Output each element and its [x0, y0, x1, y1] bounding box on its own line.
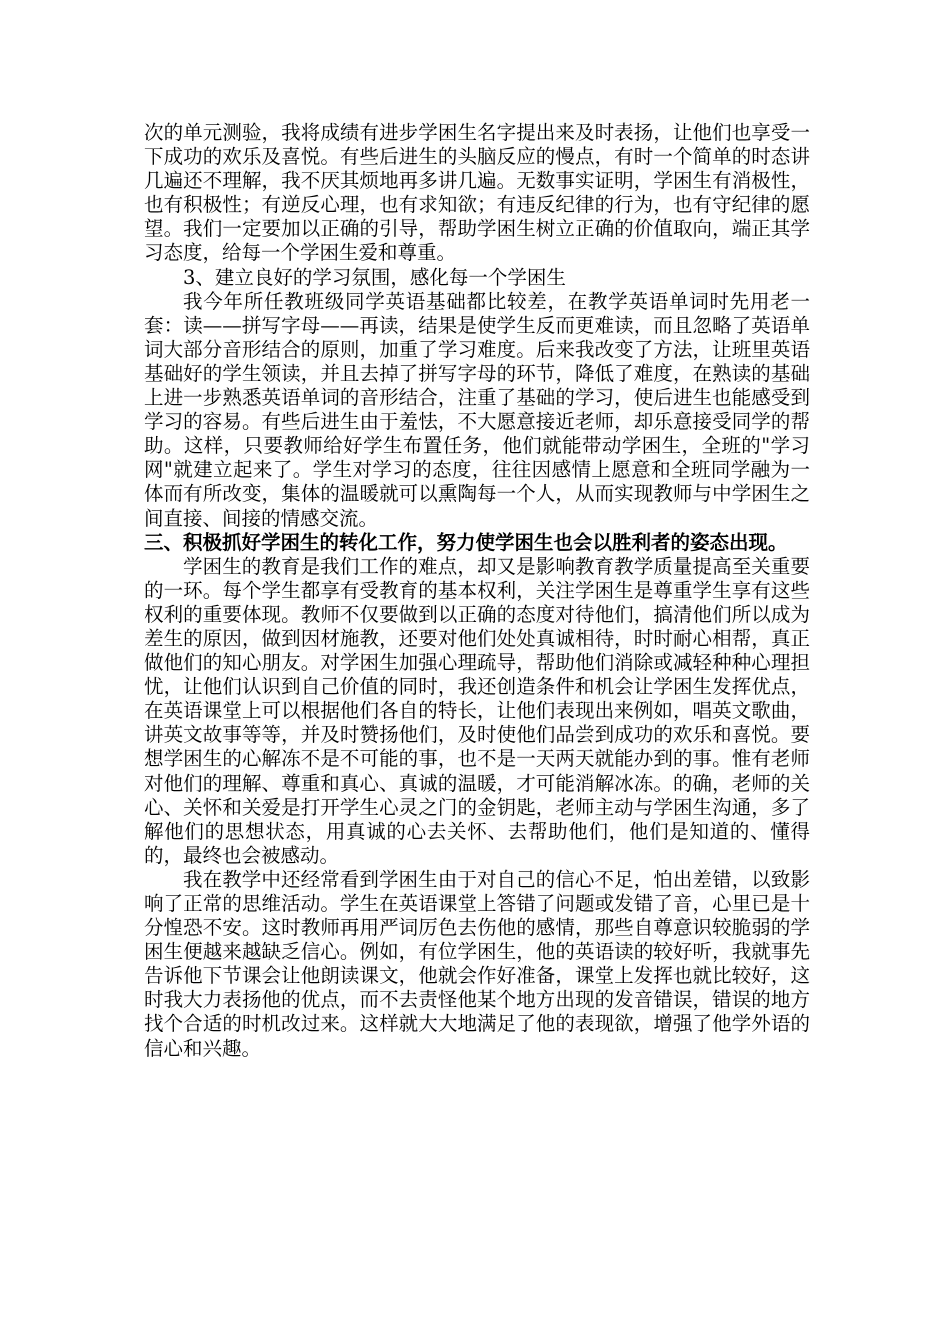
paragraph-transformation: 学困生的教育是我们工作的难点，却又是影响教育教学质量提高至关重要的一环。每个学生都享有受教育的基本权利，关注学困生是尊重学生享有这些权利的重要体现。教师不仅要做到以正确的态度对待他们，搞清他们所以成为差生的原因，做到因材施教，还要对他们处处真诚相待，时时耐心相帮，真正做他们的知心朋友。对学困生加强心理疏导，帮助他们消除或减轻种种心理担忧，让他们认识到自己价值的同时，我还创造条件和机会让学困生发挥优点，在英语课堂上可以根据他们各自的特长，让他们表现出来例如，唱英文歌曲，讲英文故事等等，并及时赞扬他们，及时使他们品尝到成功的欢乐和喜悦。要想学困生的心解冻不是不可能的事，也不是一天两天就能办到的事。惟有老师对他们的理解、尊重和真心、真诚的温暖，才可能消解冰冻。的确，老师的关心、关怀和关爱是打开学生心灵之门的金钥匙，老师主动与学困生沟通，多了解他们的思想状态，用真诚的心去关怀、去帮助他们，他们是知道的、懂得的，最终也会被感动。 [144, 554, 810, 867]
paragraph-continuation: 次的单元测验，我将成绩有进步学困生名字提出来及时表扬，让他们也享受一下成功的欢乐及喜悦。有些后进生的头脑反应的慢点，有时一个简单的时态讲几遍还不理解，我不厌其烦地再多讲几遍。无数事实证明，学困生有消极性，也有积极性；有逆反心理，也有求知欲；有违反纪律的行为，也有守纪律的愿望。我们一定要加以正确的引导，帮助学困生树立正确的价值取向，端正其学习态度，给每一个学困生爱和尊重。 [144, 121, 810, 265]
paragraph-confidence: 我在教学中还经常看到学困生由于对自己的信心不足，怕出差错，以致影响了正常的思维活动。学生在英语课堂上答错了问题或发错了音，心里已是十分惶恐不安。这时教师再用严词厉色去伤他的感情，那些自尊意识较脆弱的学困生便越来越缺乏信心。例如，有位学困生，他的英语读的较好听，我就事先告诉他下节课会让他朗读课文，他就会作好准备，课堂上发挥也就比较好，这时我大力表扬他的优点，而不去责怪他某个地方出现的发音错误，错误的地方找个合适的时机改过来。这样就大大地满足了他的表现欲，增强了他学外语的信心和兴趣。 [144, 867, 810, 1060]
subheading-3: 3、建立良好的学习氛围，感化每一个学困生 [183, 265, 566, 289]
paragraph-learning-atmosphere: 我今年所任教班级同学英语基础都比较差，在教学英语单词时先用老一套：读——拼写字母——再读，结果是使学生反而更难读，而且忽略了英语单词大部分音形结合的原则，加重了学习难度。后来我改变了方法，让班里英语基础好的学生领读，并且去掉了拼写字母的环节，降低了难度，在熟读的基础上进一步熟悉英语单词的音形结合，注重了基础的学习，使后进生也能感受到学习的容易。有些后进生由于羞怯，不大愿意接近老师，却乐意接受同学的帮助。这样，只要教师给好学生布置任务，他们就能带动学困生，全班的"学习网"就建立起来了。学生对学习的态度，往往因感情上愿意和全班同学融为一体而有所改变，集体的温暖就可以熏陶每一个人，从而实现教师与中学困生之间直接、间接的情感交流。 [144, 289, 810, 530]
section-heading-3: 三、积极抓好学困生的转化工作，努力使学困生也会以胜利者的姿态出现。 [144, 530, 788, 554]
document-body [144, 121, 810, 1061]
